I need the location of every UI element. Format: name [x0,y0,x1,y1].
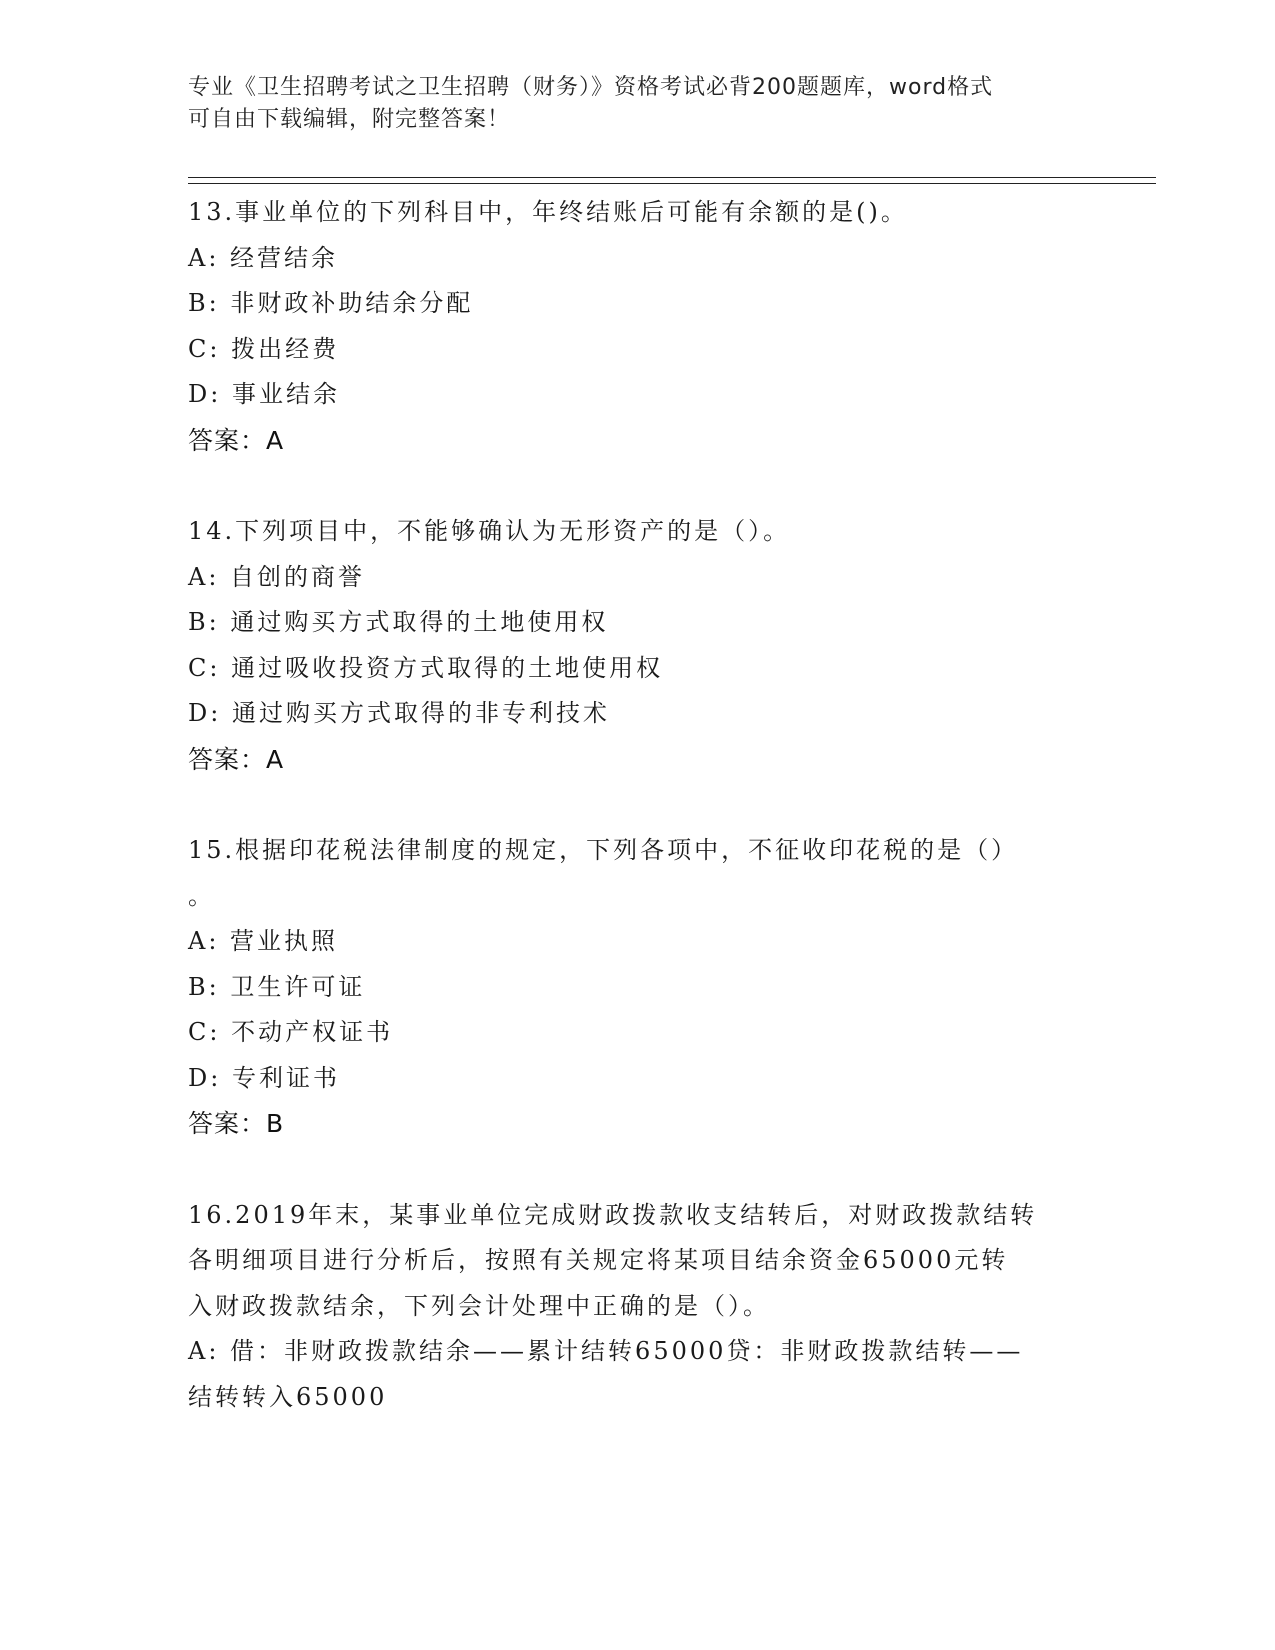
header-divider-top [188,177,1156,178]
option-b: B: 通过购买方式取得的土地使用权 [188,608,609,636]
option-c: C: 拨出经费 [188,334,340,363]
question-16 [188,1193,1088,1421]
option-c: C: 不动产权证书 [188,1018,394,1046]
answer-label: 答案：A [188,425,285,455]
option-a: A: 经营结余 [188,243,339,272]
question-15 [188,828,1088,1147]
document-header [188,72,1068,136]
question-stem: 15.根据印花税法律制度的规定，下列各项中，不征收印花税的是（） [188,836,1019,864]
question-list [188,190,1088,1466]
option-a-continued: 结转转入65000 [188,1382,388,1411]
option-a: A: 自创的商誉 [188,562,366,591]
header-divider-bottom [188,183,1156,184]
option-d: D: 事业结余 [188,380,340,408]
question-stem: 13.事业单位的下列科目中，年终结账后可能有余额的是()。 [188,198,908,226]
option-a: A: 借：非财政拨款结余——累计结转65000贷：非财政拨款结转—— [188,1337,1024,1365]
answer-label: 答案：B [188,1109,285,1138]
option-c: C: 通过吸收投资方式取得的土地使用权 [188,653,664,682]
option-a: A: 营业执照 [188,927,339,955]
question-stem-continued: 。 [188,881,215,910]
option-b: B: 非财政补助结余分配 [188,289,474,317]
header-line-1: 专业《卫生招聘考试之卫生招聘（财务）》资格考试必背200题题库，word格式 [188,75,994,100]
option-d: D: 专利证书 [188,1063,340,1092]
header-line-2: 可自由下载编辑，附完整答案！ [188,107,511,132]
question-stem: 14.下列项目中，不能够确认为无形资产的是（）。 [188,517,791,545]
question-stem: 16.2019年末，某事业单位完成财政拨款收支结转后，对财政拨款结转 [188,1200,1038,1229]
option-d: D: 通过购买方式取得的非专利技术 [188,699,610,727]
question-stem-continued: 各明细项目进行分析后，按照有关规定将某项目结余资金65000元转 [188,1246,1009,1274]
question-13 [188,190,1088,463]
question-stem-continued: 入财政拨款结余，下列会计处理中正确的是（）。 [188,1291,770,1320]
question-14 [188,509,1088,782]
answer-label: 答案：A [188,744,285,774]
option-b: B: 卫生许可证 [188,972,366,1001]
